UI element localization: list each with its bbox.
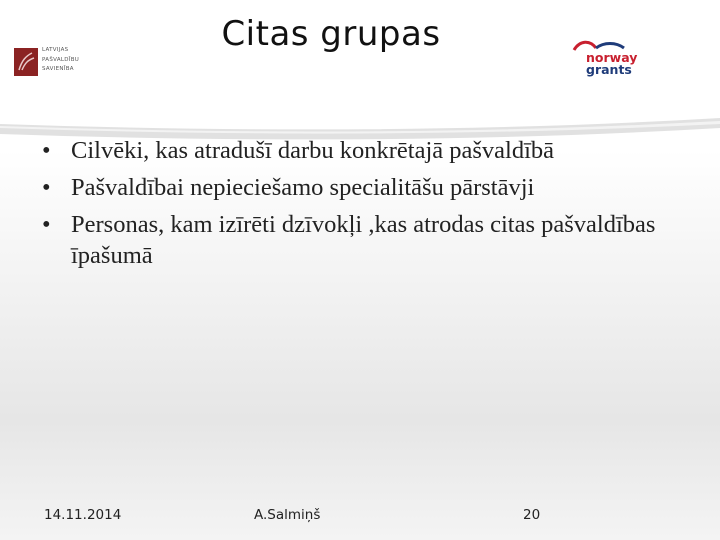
bullet-icon: • [42, 137, 51, 164]
lps-logo-line: SAVIENĪBA [42, 66, 74, 72]
bullet-text: Cilvēki, kas atradušī darbu konkrētajā pašvaldībā [71, 137, 555, 164]
footer-date: 14.11.2014 [44, 507, 122, 523]
footer-page-number: 20 [523, 507, 541, 523]
lps-logo-line: LATVIJAS [42, 47, 69, 53]
lps-logo-line: PAŠVALDĪBU [42, 56, 80, 63]
bullet-item [42, 135, 682, 166]
bullet-item [42, 172, 682, 203]
norway-grants-word: norway [586, 50, 638, 65]
slide-title: Citas grupas [221, 14, 441, 54]
footer-author: A.Salmiņš [254, 507, 321, 523]
bullet-text: Pašvaldībai nepieciešamo specialitāšu pārstāvji [71, 174, 535, 201]
bullet-icon: • [42, 174, 51, 201]
bullet-icon: • [42, 211, 51, 238]
bullet-text: Personas, kam izīrēti dzīvokļi ,kas atrodas citas pašvaldības īpašumā [71, 211, 656, 269]
bullet-list [42, 135, 682, 277]
norway-grants-word: grants [586, 62, 632, 77]
norway-grants-logo [572, 38, 642, 80]
bullet-item [42, 209, 682, 271]
